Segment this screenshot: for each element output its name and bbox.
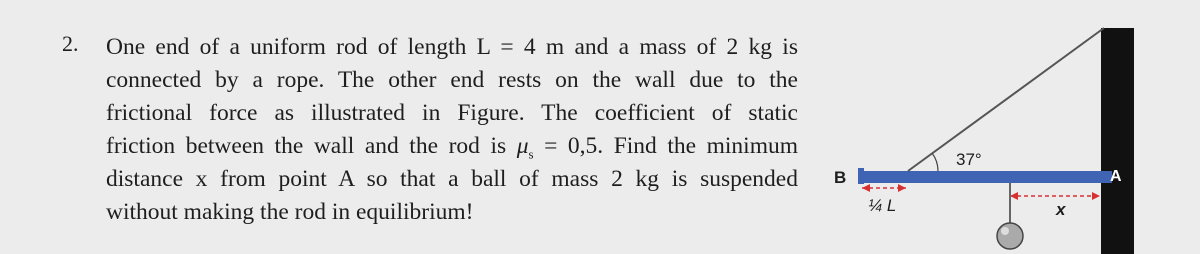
x-label: x — [1056, 200, 1066, 219]
x-arrow-right — [1092, 192, 1100, 200]
mu-value: = 0,5. Find the minimum — [533, 133, 798, 159]
problem-text — [106, 31, 798, 229]
point-b-label: B — [834, 168, 847, 187]
problem-line-text: friction between the wall and the rod is — [106, 133, 507, 159]
rod-figure — [820, 0, 1200, 254]
x-arrow-left — [1010, 192, 1018, 200]
point-a-label: A — [1110, 168, 1122, 185]
angle-label: 37° — [956, 150, 982, 169]
problem-line: distance x from point A so that a ball of mass 2 kg is suspended — [106, 166, 798, 192]
ball — [997, 223, 1023, 249]
problem-line: connected by a rope. The other end rests on the wall due to the — [106, 67, 798, 93]
problem-line: without making the rod in equilibrium! — [106, 199, 474, 225]
mu-symbol: μ — [516, 133, 529, 159]
rod — [860, 171, 1112, 183]
mu-subscript: s — [528, 146, 534, 162]
rope — [908, 28, 1104, 171]
ball-highlight — [1001, 227, 1009, 235]
problem-line-friction — [106, 130, 798, 163]
problem-line: One end of a uniform rod of length L = 4 m and a mass of 2 kg is — [106, 34, 798, 60]
problem-number: 2. — [62, 31, 79, 56]
dimension-arrow-right — [898, 184, 906, 192]
quarter-length-label: ¼ L — [868, 196, 897, 215]
wall — [1101, 28, 1134, 254]
problem-line: frictional force as illustrated in Figure. The coefficient of static — [106, 100, 798, 126]
dimension-arrow-left — [862, 184, 870, 192]
angle-arc — [932, 153, 938, 171]
